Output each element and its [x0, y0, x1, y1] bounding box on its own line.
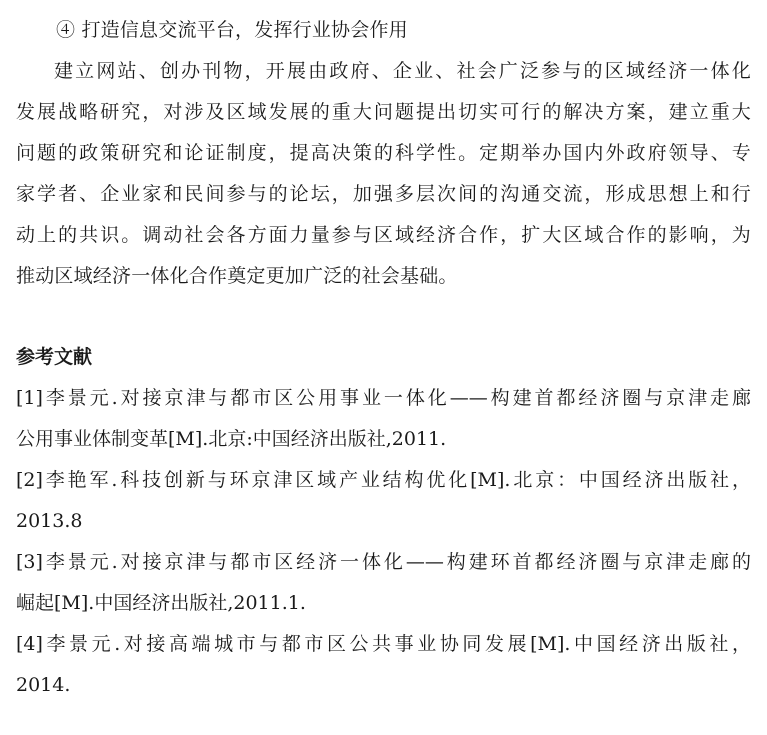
paragraph-line: 家学者、企业家和民间参与的论坛，加强多层次间的沟通交流，形成思想上和行: [16, 183, 751, 205]
references-list: [16, 378, 751, 706]
section-paragraph: [16, 51, 751, 297]
reference-line: [1]李景元.对接京津与都市区公用事业一体化——构建首都经济圈与京津走廊: [16, 387, 751, 409]
paragraph-line: 动上的共识。调动社会各方面力量参与区域经济合作，扩大区域合作的影响，为: [16, 224, 751, 246]
paragraph-line: 发展战略研究，对涉及区域发展的重大问题提出切实可行的解决方案，建立重大: [16, 101, 751, 123]
reference-item: [16, 542, 751, 624]
reference-line: [3]李景元.对接京津与都市区经济一体化——构建环首都经济圈与京津走廊的: [16, 551, 751, 573]
reference-item: [16, 378, 751, 460]
section-gap: [16, 297, 751, 337]
paragraph-line: 问题的政策研究和论证制度，提高决策的科学性。定期举办国内外政府领导、专: [16, 142, 751, 164]
reference-line: [4]李景元.对接高端城市与都市区公共事业协同发展[M].中国经济出版社，: [16, 633, 751, 655]
reference-item: [16, 460, 751, 542]
paragraph-line: 推动区域经济一体化合作奠定更加广泛的社会基础。: [16, 265, 458, 287]
reference-line: 2013.8: [16, 510, 83, 532]
paragraph-line: 建立网站、创办刊物，开展由政府、企业、社会广泛参与的区域经济一体化: [54, 60, 751, 82]
reference-line: 2014.: [16, 674, 71, 696]
reference-item: [16, 624, 751, 706]
reference-line: 崛起[M].中国经济出版社,2011.1.: [16, 592, 306, 614]
document-page: [16, 10, 751, 706]
references-title: 参考文献: [16, 346, 93, 368]
section-subheading: ④ 打造信息交流平台，发挥行业协会作用: [56, 19, 408, 41]
reference-line: [2]李艳军.科技创新与环京津区域产业结构优化[M].北京：中国经济出版社，: [16, 469, 751, 491]
reference-line: 公用事业体制变革[M].北京:中国经济出版社,2011.: [16, 428, 447, 450]
